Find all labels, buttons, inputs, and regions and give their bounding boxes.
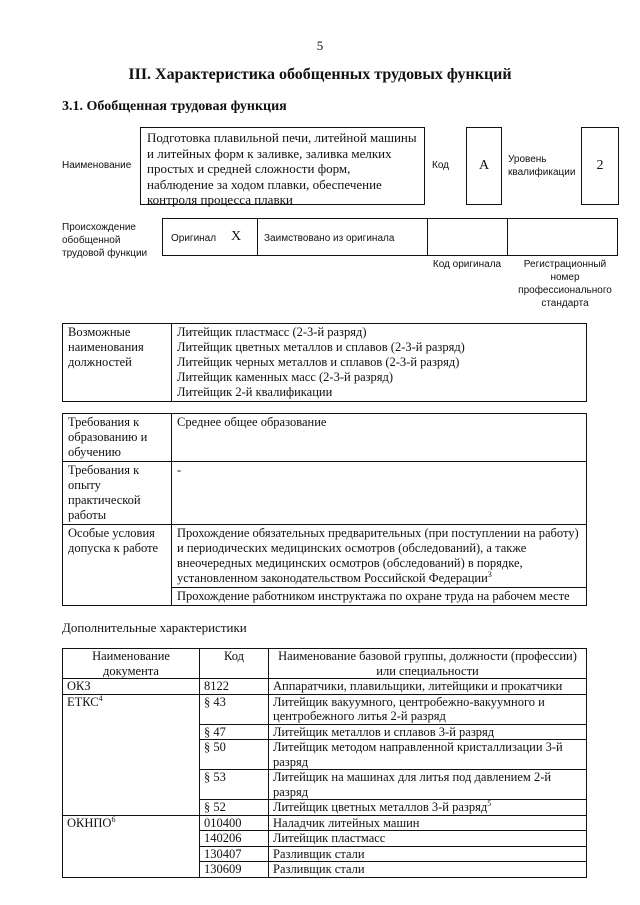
okz-name: Аппаратчики, плавильщики, литейщики и прокатчики [269,679,587,695]
etks-name-text: Литейщик цветных металлов 3-й разряд [273,800,488,814]
etks-name: Литейщик вакуумного, центробежно-вакуумного и центробежного литья 2-й разряд [269,694,587,724]
etks-code: § 47 [200,724,269,740]
oknpo-name: Разливщик стали [269,862,587,878]
education-label: Требования к образованию и обучению [63,414,172,462]
etks-code: § 53 [200,770,269,800]
divider [507,218,508,256]
name-label: Наименование [62,160,132,171]
oknpo-doc [63,815,200,877]
etks-name: Литейщик методом направленной кристаллизации 3-й разряд [269,740,587,770]
header-doc: Наименование документа [63,649,200,679]
footnote-ref: 6 [111,814,116,824]
level-label: Уровень квалификации [508,154,576,178]
borrowed-label: Заимствовано из оригинала [264,233,395,244]
header-name: Наименование базовой группы, должности (профессии) или специальности [269,649,587,679]
footnote-ref: 5 [487,798,492,808]
subsection-title: 3.1. Обобщенная трудовая функция [62,99,287,114]
education-value: Среднее общее образование [172,414,587,462]
position-item: Литейщик пластмасс (2-3-й разряд) [177,325,367,339]
positions-list [172,324,587,402]
positions-label: Возможные наименования должностей [63,324,172,402]
additional-title: Дополнительные характеристики [62,620,247,635]
header-code: Код [200,649,269,679]
additional-table [62,648,587,878]
section-title: III. Характеристика обобщенных трудовых функций [128,66,512,83]
etks-code: § 50 [200,740,269,770]
etks-name: Литейщик на машинах для литья под давлением 2-й разряд [269,770,587,800]
experience-value: - [172,462,587,525]
conditions-label: Особые условия допуска к работе [63,525,172,606]
position-item: Литейщик черных металлов и сплавов (2-3-й разряд) [177,355,460,369]
experience-label: Требования к опыту практической работы [63,462,172,525]
positions-table [62,323,587,402]
position-item: Литейщик 2-й квалификации [177,385,333,399]
okz-code: 8122 [200,679,269,695]
requirements-table [62,413,587,606]
reg-number-caption: Регистрационный номер профессионального стандарта [518,259,612,309]
etks-code: § 52 [200,800,269,816]
code-original-caption: Код оригинала [432,259,502,270]
oknpo-name: Наладчик литейных машин [269,815,587,831]
etks-name [269,800,587,816]
function-name-box: Подготовка плавильной печи, литейной машины и литейных форм к заливке, заливка мелких простых и средней сложности форм, наблюдение за ходом плавки, обеспечение контроля процесса плавки [140,127,425,205]
position-item: Литейщик каменных масс (2-3-й разряд) [177,370,394,384]
original-mark: X [231,229,242,244]
conditions-value-1 [172,525,587,588]
code-label: Код [432,160,450,171]
oknpo-name: Разливщик стали [269,846,587,862]
etks-doc [63,694,200,815]
oknpo-code: 140206 [200,831,269,847]
oknpo-code: 130609 [200,862,269,878]
okz-doc: ОКЗ [63,679,200,695]
oknpo-code: 130407 [200,846,269,862]
original-label: Оригинал [171,233,217,244]
origin-label: Происхождение обобщенной трудовой функции [62,222,148,259]
conditions-text-1: Прохождение обязательных предварительных (при поступлении на работу) и периодических медицинских осмотров (обследований), а также внеочередных медицинских осмотров (обследований) в порядке, установленном законодательством Российской Федерации [177,526,579,585]
page-number: 5 [316,38,324,53]
footnote-ref: 4 [98,693,103,703]
divider [427,218,428,256]
origin-box [162,218,618,256]
level-box: 2 [581,127,619,205]
position-item: Литейщик цветных металлов и сплавов (2-3-й разряд) [177,340,465,354]
oknpo-label: ОКНПО [67,815,112,830]
etks-code: § 43 [200,694,269,724]
footnote-ref: 3 [487,569,492,579]
oknpo-code: 010400 [200,815,269,831]
conditions-value-2: Прохождение работником инструктажа по охране труда на рабочем месте [172,588,587,606]
etks-label: ЕТКС [67,694,99,709]
oknpo-name: Литейщик пластмасс [269,831,587,847]
etks-name: Литейщик металлов и сплавов 3-й разряд [269,724,587,740]
divider [257,218,258,256]
function-code-box: А [466,127,502,205]
